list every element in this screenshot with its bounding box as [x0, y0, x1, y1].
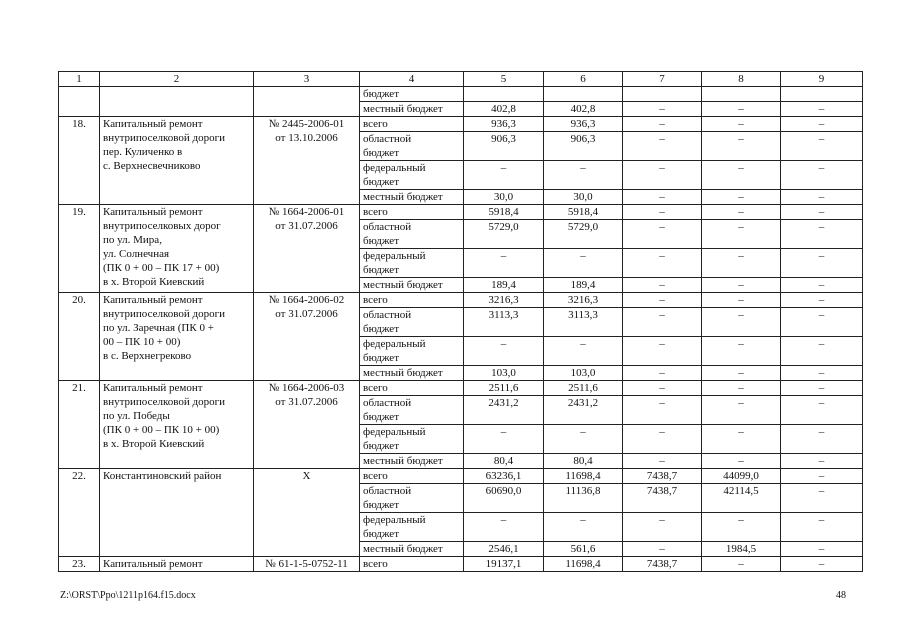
budget-label: местный бюджет — [360, 366, 464, 381]
value-cell: 2511,6 — [544, 381, 623, 396]
budget-label-line: областной — [363, 221, 412, 233]
value-cell: – — [781, 205, 863, 220]
value-cell: – — [623, 220, 702, 249]
budget-label — [360, 220, 464, 249]
value-cell: 2546,1 — [464, 542, 544, 557]
value-cell: 189,4 — [544, 278, 623, 293]
value-cell: – — [623, 161, 702, 190]
table-row — [59, 205, 863, 220]
value-cell: – — [781, 513, 863, 542]
table-row — [59, 87, 863, 102]
cell — [702, 87, 781, 102]
value-cell: – — [623, 102, 702, 117]
budget-label-line: бюджет — [363, 499, 399, 511]
object-name: Капитальный ремонт внутрипоселковой дороги по ул. Заречная (ПК 0 + 00 – ПК 10 + 00) в с. Верхнегреково — [100, 293, 254, 381]
value-cell: – — [464, 161, 544, 190]
document-ref: № 1664-2006-01 от 31.07.2006 — [254, 205, 360, 293]
object-name: Капитальный ремонт внутрипоселковых дорог по ул. Мира, ул. Солнечная (ПК 0 + 00 – ПК 17 + 00) в х. Второй Киевский — [100, 205, 254, 293]
value-cell: – — [781, 249, 863, 278]
budget-label-line: бюджет — [363, 147, 399, 159]
value-cell: – — [623, 542, 702, 557]
value-cell: 5729,0 — [464, 220, 544, 249]
value-cell: 103,0 — [464, 366, 544, 381]
value-cell: 80,4 — [544, 454, 623, 469]
value-cell: 11136,8 — [544, 484, 623, 513]
value-cell: 19137,1 — [464, 557, 544, 572]
header-cell: 6 — [544, 72, 623, 87]
value-cell: 561,6 — [544, 542, 623, 557]
budget-label-line: областной — [363, 397, 412, 409]
header-cell: 4 — [360, 72, 464, 87]
budget-label: местный бюджет — [360, 102, 464, 117]
cell — [464, 87, 544, 102]
budget-label: местный бюджет — [360, 278, 464, 293]
row-number: 20. — [59, 293, 100, 381]
budget-label-line: областной — [363, 485, 412, 497]
budget-label — [360, 337, 464, 366]
budget-label: всего — [360, 557, 464, 572]
budget-label — [360, 425, 464, 454]
value-cell: – — [781, 278, 863, 293]
cell — [623, 87, 702, 102]
row-number: 19. — [59, 205, 100, 293]
value-cell: 30,0 — [544, 190, 623, 205]
budget-label-line: областной — [363, 133, 412, 145]
budget-label: бюджет — [360, 87, 464, 102]
value-cell: – — [623, 249, 702, 278]
value-cell: – — [623, 308, 702, 337]
value-cell: – — [702, 425, 781, 454]
value-cell: – — [702, 117, 781, 132]
value-cell: – — [702, 102, 781, 117]
value-cell: 5918,4 — [544, 205, 623, 220]
document-ref: Х — [254, 469, 360, 557]
value-cell: 402,8 — [464, 102, 544, 117]
value-cell: – — [623, 190, 702, 205]
value-cell: 189,4 — [464, 278, 544, 293]
object-name: Капитальный ремонт внутрипоселковой дороги по ул. Победы (ПК 0 + 00 – ПК 10 + 00) в х. Второй Киевский — [100, 381, 254, 469]
header-cell: 2 — [100, 72, 254, 87]
budget-label-line: федеральный — [363, 514, 426, 526]
value-cell: – — [781, 161, 863, 190]
value-cell: 7438,7 — [623, 484, 702, 513]
value-cell: 2431,2 — [464, 396, 544, 425]
value-cell: 2511,6 — [464, 381, 544, 396]
value-cell: – — [781, 102, 863, 117]
value-cell: – — [702, 337, 781, 366]
value-cell: 80,4 — [464, 454, 544, 469]
budget-label: местный бюджет — [360, 190, 464, 205]
value-cell: – — [702, 220, 781, 249]
budget-label — [360, 308, 464, 337]
value-cell: – — [464, 425, 544, 454]
row-number: 22. — [59, 469, 100, 557]
row-number: 23. — [59, 557, 100, 572]
header-cell: 1 — [59, 72, 100, 87]
table-row — [59, 293, 863, 308]
budget-label-line: бюджет — [363, 440, 399, 452]
header-cell: 9 — [781, 72, 863, 87]
value-cell: – — [544, 249, 623, 278]
value-cell: – — [702, 381, 781, 396]
value-cell: – — [702, 205, 781, 220]
value-cell: 936,3 — [544, 117, 623, 132]
page-number: 48 — [836, 590, 846, 601]
value-cell: – — [781, 454, 863, 469]
value-cell: – — [702, 278, 781, 293]
row-number: 18. — [59, 117, 100, 205]
budget-label-line: областной — [363, 309, 412, 321]
value-cell: – — [702, 190, 781, 205]
value-cell: 936,3 — [464, 117, 544, 132]
row-number: 21. — [59, 381, 100, 469]
table-row — [59, 469, 863, 484]
cell — [544, 87, 623, 102]
budget-label — [360, 484, 464, 513]
value-cell: – — [781, 366, 863, 381]
document-ref: № 1664-2006-03 от 31.07.2006 — [254, 381, 360, 469]
value-cell: – — [464, 249, 544, 278]
document-ref: № 61-1-5-0752-11 — [254, 557, 360, 572]
value-cell: – — [544, 337, 623, 366]
value-cell: 103,0 — [544, 366, 623, 381]
budget-label: всего — [360, 469, 464, 484]
value-cell: 60690,0 — [464, 484, 544, 513]
budget-label: всего — [360, 205, 464, 220]
value-cell: 63236,1 — [464, 469, 544, 484]
budget-label — [360, 132, 464, 161]
value-cell: – — [781, 117, 863, 132]
value-cell: 906,3 — [544, 132, 623, 161]
budget-label: всего — [360, 381, 464, 396]
value-cell: – — [623, 337, 702, 366]
value-cell: – — [781, 557, 863, 572]
value-cell: – — [781, 190, 863, 205]
document-ref: № 2445-2006-01 от 13.10.2006 — [254, 117, 360, 205]
value-cell: – — [781, 293, 863, 308]
value-cell: – — [702, 293, 781, 308]
budget-label — [360, 513, 464, 542]
value-cell: – — [702, 454, 781, 469]
value-cell: – — [623, 117, 702, 132]
value-cell: – — [623, 293, 702, 308]
budget-label-line: бюджет — [363, 323, 399, 335]
value-cell: 7438,7 — [623, 557, 702, 572]
value-cell: 1984,5 — [702, 542, 781, 557]
value-cell: 2431,2 — [544, 396, 623, 425]
budget-label — [360, 396, 464, 425]
value-cell: – — [623, 513, 702, 542]
budget-label-line: бюджет — [363, 352, 399, 364]
value-cell: 5729,0 — [544, 220, 623, 249]
budget-label-line: бюджет — [363, 235, 399, 247]
value-cell: 3216,3 — [464, 293, 544, 308]
header-cell: 3 — [254, 72, 360, 87]
budget-label-line: федеральный — [363, 162, 426, 174]
budget-label: местный бюджет — [360, 454, 464, 469]
value-cell: – — [702, 396, 781, 425]
value-cell: – — [781, 308, 863, 337]
value-cell: – — [781, 381, 863, 396]
header-cell: 7 — [623, 72, 702, 87]
budget-label — [360, 249, 464, 278]
value-cell: 11698,4 — [544, 469, 623, 484]
table-row — [59, 557, 863, 572]
budget-table — [58, 71, 863, 572]
value-cell: 44099,0 — [702, 469, 781, 484]
value-cell: 42114,5 — [702, 484, 781, 513]
document-ref: № 1664-2006-02 от 31.07.2006 — [254, 293, 360, 381]
value-cell: – — [781, 337, 863, 366]
value-cell: – — [702, 557, 781, 572]
value-cell: – — [623, 454, 702, 469]
object-name: Константиновский район — [100, 469, 254, 557]
value-cell: – — [544, 161, 623, 190]
value-cell: – — [781, 220, 863, 249]
table-row — [59, 381, 863, 396]
budget-label-line: бюджет — [363, 264, 399, 276]
value-cell: – — [544, 513, 623, 542]
value-cell: 30,0 — [464, 190, 544, 205]
budget-label-line: бюджет — [363, 528, 399, 540]
value-cell: – — [781, 484, 863, 513]
object-name: Капитальный ремонт — [100, 557, 254, 572]
value-cell: – — [702, 513, 781, 542]
value-cell: 3216,3 — [544, 293, 623, 308]
header-row — [59, 72, 863, 87]
budget-label-line: бюджет — [363, 411, 399, 423]
budget-label-line: бюджет — [363, 176, 399, 188]
budget-label-line: федеральный — [363, 250, 426, 262]
value-cell: 402,8 — [544, 102, 623, 117]
value-cell: – — [623, 396, 702, 425]
value-cell: 906,3 — [464, 132, 544, 161]
cell — [781, 87, 863, 102]
cell — [59, 87, 100, 117]
value-cell: – — [623, 278, 702, 293]
value-cell: – — [623, 132, 702, 161]
value-cell: – — [702, 132, 781, 161]
value-cell: – — [781, 425, 863, 454]
value-cell: – — [702, 366, 781, 381]
value-cell: – — [781, 132, 863, 161]
cell — [254, 87, 360, 117]
value-cell: 3113,3 — [544, 308, 623, 337]
value-cell: – — [702, 249, 781, 278]
header-cell: 5 — [464, 72, 544, 87]
value-cell: – — [623, 425, 702, 454]
table-row — [59, 117, 863, 132]
object-name: Капитальный ремонт внутрипоселковой дороги пер. Куличенко в с. Верхнесвечниково — [100, 117, 254, 205]
value-cell: – — [464, 337, 544, 366]
value-cell: – — [702, 161, 781, 190]
header-cell: 8 — [702, 72, 781, 87]
value-cell: 3113,3 — [464, 308, 544, 337]
cell — [100, 87, 254, 117]
value-cell: 11698,4 — [544, 557, 623, 572]
value-cell: – — [623, 381, 702, 396]
budget-label: всего — [360, 117, 464, 132]
value-cell: – — [623, 366, 702, 381]
budget-label: всего — [360, 293, 464, 308]
value-cell: 7438,7 — [623, 469, 702, 484]
budget-label: местный бюджет — [360, 542, 464, 557]
value-cell: – — [781, 542, 863, 557]
budget-label-line: федеральный — [363, 338, 426, 350]
value-cell: – — [781, 396, 863, 425]
value-cell: – — [702, 308, 781, 337]
budget-label — [360, 161, 464, 190]
value-cell: – — [464, 513, 544, 542]
value-cell: – — [544, 425, 623, 454]
file-path: Z:\ORST\Ppo\1211p164.f15.docx — [60, 590, 196, 601]
budget-label-line: федеральный — [363, 426, 426, 438]
value-cell: – — [623, 205, 702, 220]
value-cell: – — [781, 469, 863, 484]
value-cell: 5918,4 — [464, 205, 544, 220]
